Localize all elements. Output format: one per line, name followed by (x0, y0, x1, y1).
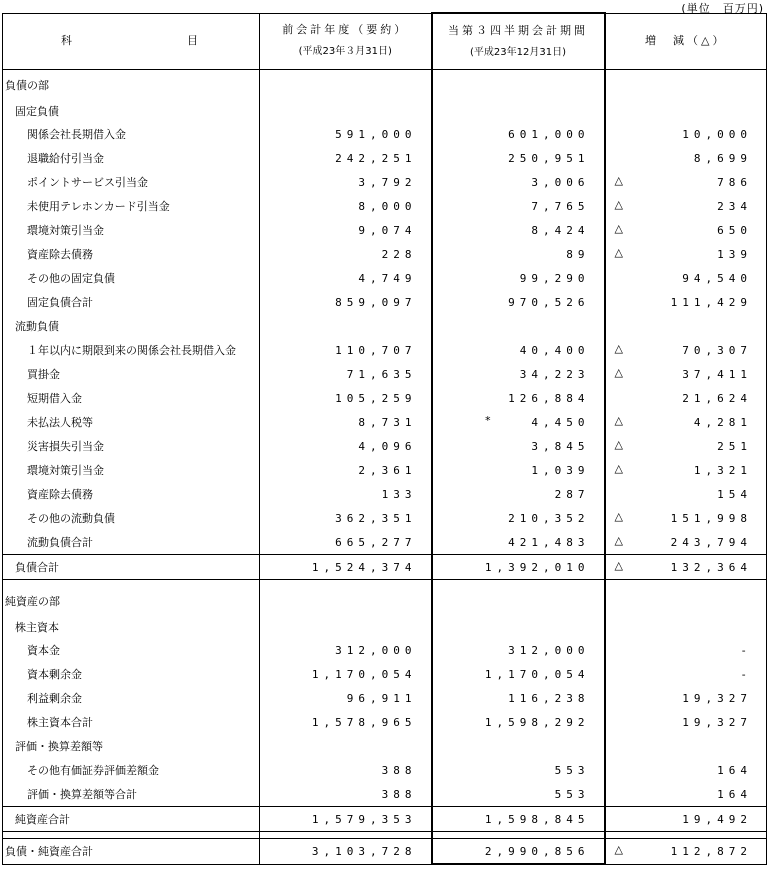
prev-value: 312,000 (260, 638, 432, 662)
item-label: 資産除去債務 (3, 482, 260, 506)
item-label: 未払法人税等 (3, 410, 260, 434)
item-label: 買掛金 (3, 362, 260, 386)
item-label: 資本金 (3, 638, 260, 662)
diff-value-text: 154 (717, 487, 752, 501)
diff-value (605, 170, 767, 194)
item-label: 評価・換算差額等 (3, 734, 260, 758)
header-item: 科 目 (3, 13, 260, 70)
diff-value (605, 458, 767, 482)
prev-value: 133 (260, 482, 432, 506)
curr-value (432, 638, 605, 662)
table-row (3, 555, 767, 580)
curr-value (432, 662, 605, 686)
diff-value (605, 734, 767, 758)
curr-value (432, 807, 605, 832)
diff-value-text: 139 (717, 247, 752, 261)
decrease-triangle-icon: △ (614, 246, 623, 259)
item-label: 純資産の部 (3, 586, 260, 616)
prev-value: 388 (260, 782, 432, 807)
item-label: 資産除去債務 (3, 242, 260, 266)
diff-value-text: 132,364 (670, 560, 752, 574)
diff-value-text: 19,327 (682, 691, 752, 705)
curr-value (432, 458, 605, 482)
curr-value-text: 40,400 (519, 343, 590, 357)
prev-value: 228 (260, 242, 432, 266)
curr-value-text: 1,598,292 (484, 715, 590, 729)
prev-value: 8,000 (260, 194, 432, 218)
item-label: ポイントサービス引当金 (3, 170, 260, 194)
curr-value (432, 314, 605, 338)
curr-value-text: 3,006 (531, 175, 590, 189)
prev-value: 71,635 (260, 362, 432, 386)
diff-value-text: 112,872 (670, 844, 752, 858)
curr-value-text: 970,526 (508, 295, 590, 309)
curr-value-text: 34,223 (519, 367, 590, 381)
table-row (3, 506, 767, 530)
diff-value (605, 782, 767, 807)
decrease-triangle-icon: △ (614, 843, 623, 856)
diff-value-text: 234 (717, 199, 752, 213)
diff-value-text: - (740, 667, 752, 681)
curr-value (432, 194, 605, 218)
curr-value (432, 170, 605, 194)
decrease-triangle-icon: △ (614, 174, 623, 187)
prev-value: 110,707 (260, 338, 432, 362)
prev-value (260, 734, 432, 758)
diff-value-text: 70,307 (682, 343, 752, 357)
diff-value (605, 482, 767, 506)
table-row (3, 242, 767, 266)
item-label: 関係会社長期借入金 (3, 122, 260, 146)
item-label: 流動負債 (3, 314, 260, 338)
table-row (3, 482, 767, 506)
item-label: 負債の部 (3, 70, 260, 101)
decrease-triangle-icon: △ (614, 534, 623, 547)
diff-value (605, 290, 767, 314)
curr-value (432, 100, 605, 122)
curr-value (432, 266, 605, 290)
table-row (3, 218, 767, 242)
diff-value-text: 164 (717, 787, 752, 801)
curr-value-text: 1,170,054 (484, 667, 590, 681)
diff-value-text: 650 (717, 223, 752, 237)
table-row (3, 362, 767, 386)
curr-value-text: 8,424 (531, 223, 590, 237)
curr-value-text: 601,000 (508, 127, 590, 141)
balance-sheet-table (2, 12, 767, 865)
prev-value: 1,579,353 (260, 807, 432, 832)
curr-value-text: 116,238 (508, 691, 590, 705)
prev-value: 4,096 (260, 434, 432, 458)
curr-value (432, 832, 605, 839)
curr-value-text: 1,392,010 (484, 560, 590, 574)
table-row (3, 410, 767, 434)
curr-value-text: 312,000 (508, 643, 590, 657)
diff-value (605, 362, 767, 386)
decrease-triangle-icon: △ (614, 438, 623, 451)
diff-value (605, 662, 767, 686)
curr-value (432, 434, 605, 458)
table-row (3, 100, 767, 122)
item-label (3, 832, 260, 839)
item-label: 固定負債 (3, 100, 260, 122)
curr-value-text: 99,290 (519, 271, 590, 285)
decrease-triangle-icon: △ (614, 559, 623, 572)
prev-value: 1,170,054 (260, 662, 432, 686)
prev-value (260, 100, 432, 122)
curr-value-text: 553 (554, 763, 590, 777)
curr-value (432, 555, 605, 580)
diff-value-text: 786 (717, 175, 752, 189)
diff-value (605, 100, 767, 122)
diff-value (605, 410, 767, 434)
header-diff: 増 減（△） (605, 13, 767, 70)
item-label: その他の流動負債 (3, 506, 260, 530)
curr-value (432, 290, 605, 314)
table-row (3, 530, 767, 555)
curr-value-text: 210,352 (508, 511, 590, 525)
table-row (3, 146, 767, 170)
diff-value-text: 10,000 (682, 127, 752, 141)
prev-value: 1,524,374 (260, 555, 432, 580)
item-label: その他有価証券評価差額金 (3, 758, 260, 782)
item-label: 負債合計 (3, 555, 260, 580)
item-label: 災害損失引当金 (3, 434, 260, 458)
table-row (3, 194, 767, 218)
curr-value-text: 2,990,856 (484, 844, 590, 858)
prev-value: 105,259 (260, 386, 432, 410)
prev-value: 388 (260, 758, 432, 782)
header-prev-date: (平成23年３月31日) (298, 46, 392, 58)
unit-label: (単位 百万円) (681, 2, 764, 15)
diff-value-text: 164 (717, 763, 752, 777)
curr-value (432, 386, 605, 410)
diff-value (605, 758, 767, 782)
diff-value (605, 616, 767, 638)
prev-value: 96,911 (260, 686, 432, 710)
item-label: その他の固定負債 (3, 266, 260, 290)
decrease-triangle-icon: △ (614, 342, 623, 355)
table-row (3, 434, 767, 458)
decrease-triangle-icon: △ (614, 198, 623, 211)
diff-value (605, 434, 767, 458)
curr-value (432, 686, 605, 710)
table-row (3, 734, 767, 758)
prev-value: 4,749 (260, 266, 432, 290)
curr-value (432, 839, 605, 865)
table-row (3, 782, 767, 807)
diff-value (605, 506, 767, 530)
diff-value-text: 251 (717, 439, 752, 453)
diff-value (605, 710, 767, 734)
prev-value: 8,731 (260, 410, 432, 434)
item-label: 純資産合計 (3, 807, 260, 832)
diff-value (605, 338, 767, 362)
prev-value: 3,792 (260, 170, 432, 194)
diff-value (605, 122, 767, 146)
prev-value: 859,097 (260, 290, 432, 314)
decrease-triangle-icon: △ (614, 366, 623, 379)
item-label: 負債・純資産合計 (3, 839, 260, 865)
curr-value (432, 782, 605, 807)
item-label: 資本剰余金 (3, 662, 260, 686)
table-row (3, 616, 767, 638)
curr-value (432, 410, 605, 434)
table-row (3, 122, 767, 146)
curr-value (432, 362, 605, 386)
table-row (3, 710, 767, 734)
prev-value (260, 70, 432, 101)
table-row (3, 170, 767, 194)
item-label: 固定負債合計 (3, 290, 260, 314)
table-row (3, 807, 767, 832)
table-row (3, 338, 767, 362)
prev-value: 591,000 (260, 122, 432, 146)
diff-value-text: - (740, 643, 752, 657)
prev-value: 242,251 (260, 146, 432, 170)
decrease-triangle-icon: △ (614, 510, 623, 523)
diff-value (605, 146, 767, 170)
curr-value (432, 734, 605, 758)
diff-value-text: 8,699 (693, 151, 752, 165)
diff-value-text: 37,411 (682, 367, 752, 381)
header-prev (260, 13, 432, 70)
header-row (3, 13, 767, 70)
prev-value: 2,361 (260, 458, 432, 482)
prev-value: 9,074 (260, 218, 432, 242)
item-label: 株主資本 (3, 616, 260, 638)
item-label: 退職給付引当金 (3, 146, 260, 170)
curr-value (432, 586, 605, 616)
header-curr (432, 13, 605, 70)
curr-value-text: 421,483 (508, 535, 590, 549)
asterisk-mark: * (484, 414, 492, 427)
diff-value-text: 21,624 (682, 391, 752, 405)
curr-value-text: 1,039 (531, 463, 590, 477)
prev-value: 1,578,965 (260, 710, 432, 734)
header-prev-title: 前会計年度（要約） (282, 23, 409, 37)
diff-value-text: 4,281 (693, 415, 752, 429)
diff-value (605, 242, 767, 266)
diff-value (605, 638, 767, 662)
prev-value (260, 832, 432, 839)
curr-value-text: 553 (554, 787, 590, 801)
diff-value (605, 70, 767, 101)
item-label: １年以内に期限到来の関係会社長期借入金 (3, 338, 260, 362)
decrease-triangle-icon: △ (614, 462, 623, 475)
curr-value (432, 218, 605, 242)
curr-value (432, 482, 605, 506)
diff-value (605, 530, 767, 555)
table-row (3, 662, 767, 686)
diff-value (605, 386, 767, 410)
table-row (3, 586, 767, 616)
diff-value-text: 94,540 (682, 271, 752, 285)
table-row (3, 314, 767, 338)
table-row (3, 290, 767, 314)
prev-value (260, 616, 432, 638)
prev-value: 3,103,728 (260, 839, 432, 865)
curr-value (432, 530, 605, 555)
table-row (3, 458, 767, 482)
item-label: 流動負債合計 (3, 530, 260, 555)
header-curr-title: 当第３四半期会計期間 (448, 23, 588, 37)
diff-value (605, 266, 767, 290)
curr-value (432, 242, 605, 266)
curr-value-text: 7,765 (531, 199, 590, 213)
decrease-triangle-icon: △ (614, 414, 623, 427)
curr-value-text: 89 (566, 247, 590, 261)
curr-value-text: 4,450 (531, 415, 590, 429)
curr-value (432, 70, 605, 101)
curr-value-text: 3,845 (531, 439, 590, 453)
diff-value (605, 218, 767, 242)
curr-value (432, 146, 605, 170)
table-row (3, 638, 767, 662)
item-label: 環境対策引当金 (3, 458, 260, 482)
curr-value-text: 126,884 (508, 391, 590, 405)
item-label: 未使用テレホンカード引当金 (3, 194, 260, 218)
diff-value (605, 686, 767, 710)
spacer-row (3, 832, 767, 839)
prev-value: 665,277 (260, 530, 432, 555)
diff-value-text: 19,327 (682, 715, 752, 729)
curr-value-text: 287 (554, 487, 590, 501)
curr-value (432, 710, 605, 734)
diff-value (605, 832, 767, 839)
diff-value (605, 555, 767, 580)
diff-value (605, 586, 767, 616)
item-label: 環境対策引当金 (3, 218, 260, 242)
table-row (3, 70, 767, 101)
prev-value (260, 586, 432, 616)
table-row (3, 758, 767, 782)
curr-value-text: 1,598,845 (484, 812, 590, 826)
item-label: 利益剰余金 (3, 686, 260, 710)
curr-value (432, 338, 605, 362)
curr-value (432, 616, 605, 638)
diff-value (605, 194, 767, 218)
table-row (3, 386, 767, 410)
diff-value-text: 151,998 (670, 511, 752, 525)
curr-value (432, 122, 605, 146)
table-row (3, 686, 767, 710)
item-label: 短期借入金 (3, 386, 260, 410)
item-label: 株主資本合計 (3, 710, 260, 734)
diff-value (605, 807, 767, 832)
diff-value-text: 243,794 (670, 535, 752, 549)
header-curr-date: (平成23年12月31日) (470, 46, 566, 58)
item-label: 評価・換算差額等合計 (3, 782, 260, 807)
decrease-triangle-icon: △ (614, 222, 623, 235)
prev-value (260, 314, 432, 338)
table-row (3, 266, 767, 290)
diff-value (605, 839, 767, 865)
diff-value-text: 1,321 (693, 463, 752, 477)
diff-value-text: 111,429 (670, 295, 752, 309)
diff-value-text: 19,492 (682, 812, 752, 826)
diff-value (605, 314, 767, 338)
table-row (3, 839, 767, 865)
curr-value (432, 506, 605, 530)
curr-value (432, 758, 605, 782)
prev-value: 362,351 (260, 506, 432, 530)
curr-value-text: 250,951 (508, 151, 590, 165)
